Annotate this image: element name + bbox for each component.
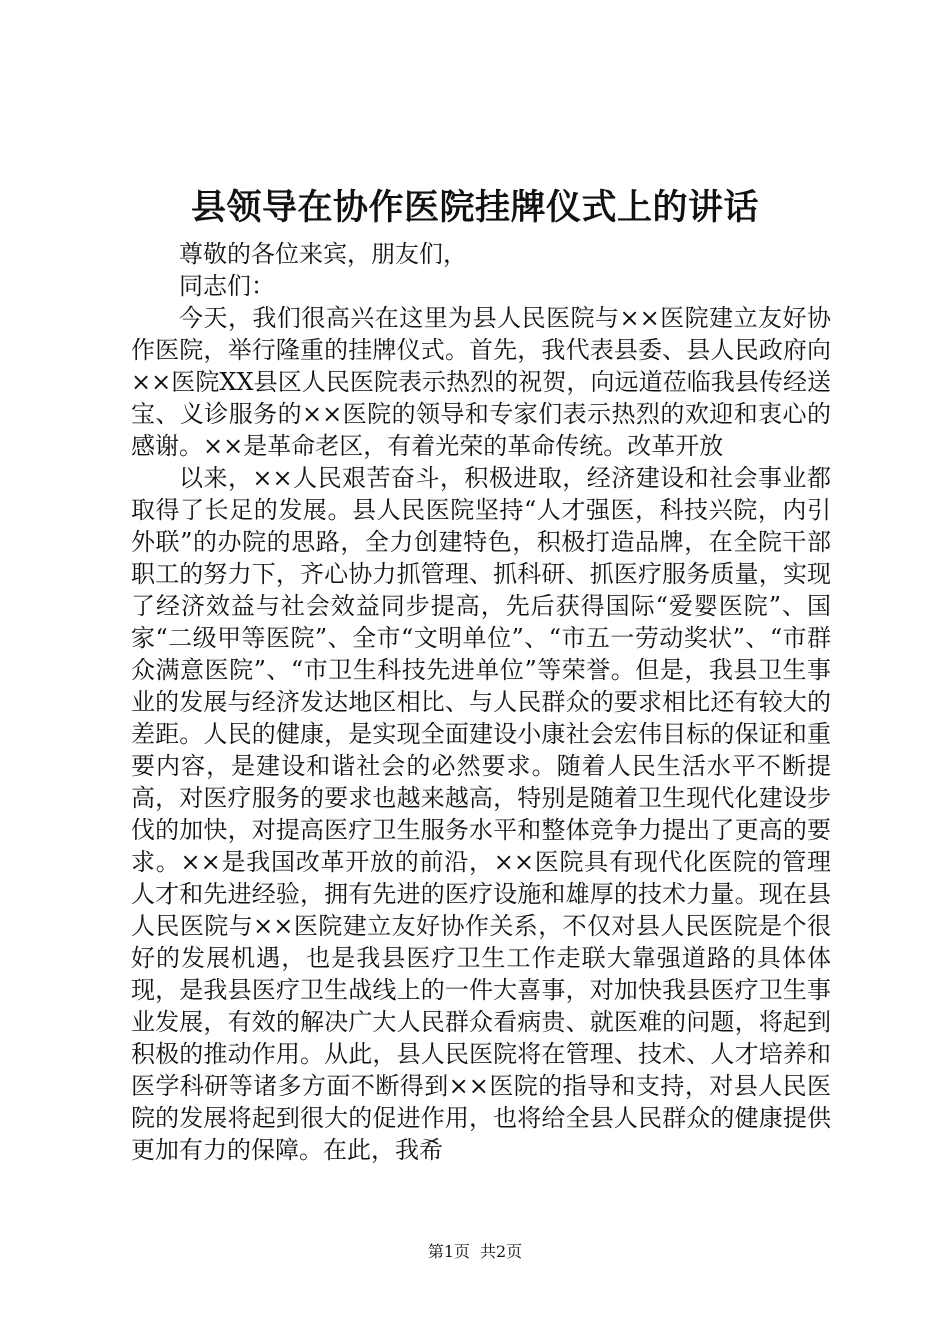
paragraph-opening: 今天，我们很高兴在这里为县人民医院与××医院建立友好协作医院，举行隆重的挂牌仪式。首先，我代表县委、县人民政府向××医院XX县区人民医院表示热烈的祝贺，向远道莅临我县传经送宝、义诊服务的××医院的领导和专家们表示热烈的欢迎和衷心的感谢。××是革命老区，有着光荣的革命传统。改革开放	[131, 304, 831, 460]
page-number: 第1页	[427, 1242, 470, 1261]
document-title: 县领导在协作医院挂牌仪式上的讲话	[190, 187, 759, 228]
salutation-comrades: 同志们：	[179, 272, 275, 300]
page-total: 共2页	[480, 1242, 523, 1261]
salutation-guests: 尊敬的各位来宾，朋友们，	[179, 240, 467, 268]
page-footer	[0, 1241, 950, 1263]
paragraph-development: 以来，××人民艰苦奋斗，积极进取，经济建设和社会事业都取得了长足的发展。县人民医院坚持“人才强医，科技兴院，内引外联”的办院的思路，全力创建特色，积极打造品牌，在全院干部职工的努力下，齐心协力抓管理、抓科研、抓医疗服务质量，实现了经济效益与社会效益同步提高，先后获得国际“爱婴医院”、国家“二级甲等医院”、全市“文明单位”、“市五一劳动奖状”、“市群众满意医院”、“市卫生科技先进单位”等荣誉。但是，我县卫生事业的发展与经济发达地区相比、与人民群众的要求相比还有较大的差距。人民的健康，是实现全面建设小康社会宏伟目标的保证和重要内容，是建设和谐社会的必然要求。随着人民生活水平不断提高，对医疗服务的要求也越来越高，特别是随着卫生现代化建设步伐的加快，对提高医疗卫生服务水平和整体竞争力提出了更高的要求。××是我国改革开放的前沿，××医院具有现代化医院的管理人才和先进经验，拥有先进的医疗设施和雄厚的技术力量。现在县人民医院与××医院建立友好协作关系，不仅对县人民医院是个很好的发展机遇，也是我县医疗卫生工作走联大靠强道路的具体体现，是我县医疗卫生战线上的一件大喜事，对加快我县医疗卫生事业发展，有效的解决广大人民群众看病贵、就医难的问题，将起到积极的推动作用。从此，县人民医院将在管理、技术、人才培养和医学科研等诸多方面不断得到××医院的指导和支持，对县人民医院的发展将起到很大的促进作用，也将给全县人民群众的健康提供更加有力的保障。在此，我希	[131, 464, 831, 1164]
document-body	[131, 238, 831, 1166]
